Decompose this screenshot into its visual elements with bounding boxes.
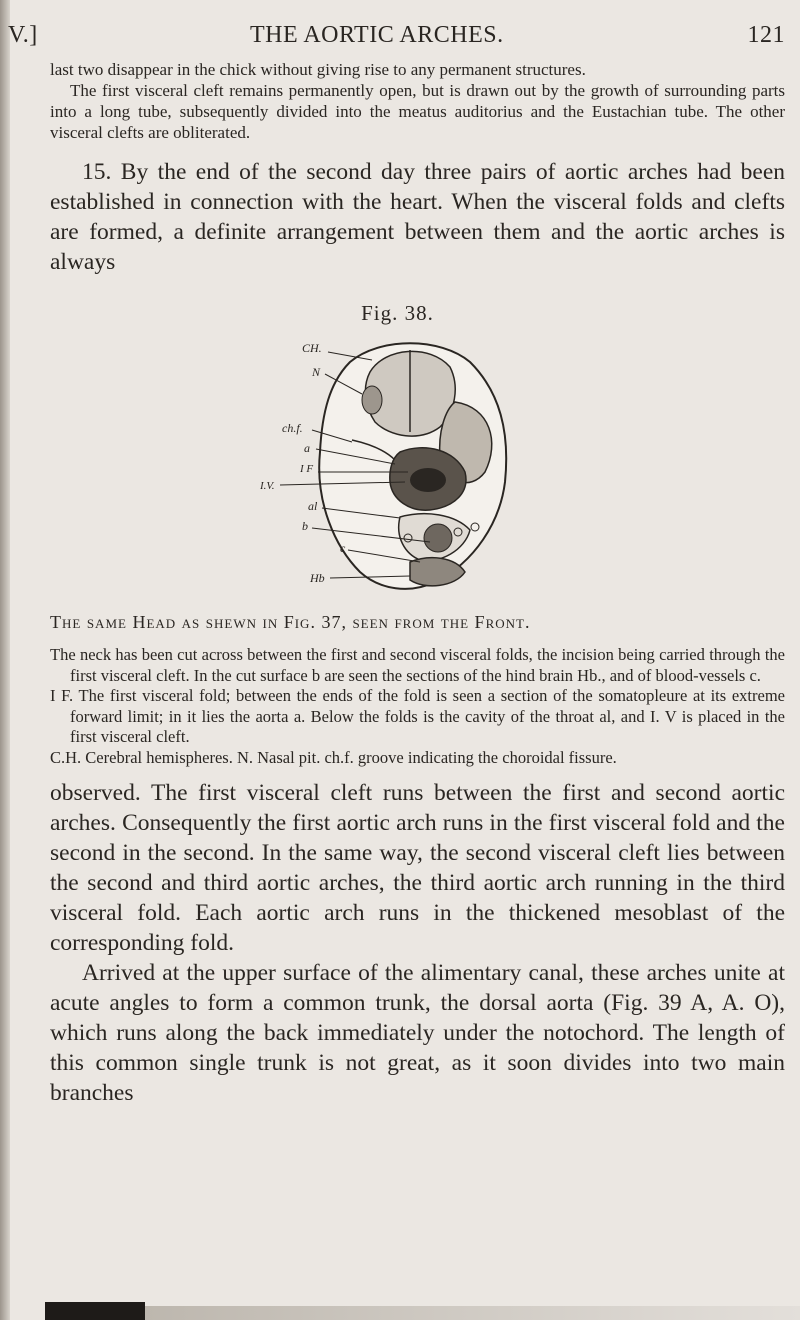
scan-edge-shadow <box>145 1306 800 1320</box>
caption-line: C.H. Cerebral hemispheres. N. Nasal pit. ch.f. groove indicating the choroidal fissure. <box>50 747 617 767</box>
label-ch: CH. <box>302 341 322 355</box>
paragraph-visceral-cleft: The first visceral cleft remains permanently open, but is drawn out by the growth of surrounding parts into a long tube, subsequently divided into the meatus auditorius and the Eustachian tube. The other visceral clefts are obliterated. <box>50 81 785 142</box>
paragraph-dorsal-aorta: Arrived at the upper surface of the alimentary canal, these arches unite at acute angles to form a common trunk, the dorsal aorta (Fig. 39 A, A. O), which runs along the back immediately under the notochord. The length of this common single trunk is not great, as it soon divides into two main branches <box>50 960 785 1106</box>
label-al: al <box>308 499 318 513</box>
page-spine-shadow <box>0 0 10 1320</box>
figure-caption-title: The same Head as shewn in Fig. 37, seen from the Front. <box>50 612 531 632</box>
label-a: a <box>304 441 310 455</box>
label-hb: Hb <box>310 571 325 585</box>
label-c: c <box>340 541 346 555</box>
label-chf: ch.f. <box>282 421 303 435</box>
paragraph-observed: observed. The first visceral cleft runs between the first and second aortic arches. Consequently the first aortic arch runs in the first visceral fold and the second in the second. In the same way, the second visceral cleft lies between the second and third aortic arches, the third aortic arch running in the third visceral fold. Each aortic arch runs in the thickened mesoblast of the corresponding fold. <box>50 780 785 956</box>
label-iv: I.V. <box>260 480 275 492</box>
paragraph-15: 15. By the end of the second day three pairs of aortic arches had been established in connection with the heart. When the visceral folds and clefts are formed, a definite arrangement between them and the aortic arches is always <box>50 159 785 275</box>
section-number: V.] <box>8 22 38 48</box>
page-title: THE AORTIC ARCHES. <box>250 22 504 48</box>
running-header <box>8 22 785 49</box>
caption-line: I F. The first visceral fold; between the ends of the fold is seen a section of the somatopleure at its extreme forward limit; in it lies the aorta a. Below the folds is the cavity of the throat al, and I. V is placed in the first visceral cleft. <box>50 686 785 746</box>
label-n: N <box>312 365 321 379</box>
label-b: b <box>302 519 308 533</box>
nasal-pit <box>362 386 382 414</box>
caption-line: The neck has been cut across between the first and second visceral folds, the incision being carried through the first visceral cleft. In the cut surface b are seen the sections of the hind brain Hb., and of blood-vessels c. <box>50 645 785 685</box>
figure-38-illustration <box>260 332 560 600</box>
book-page <box>8 22 785 1108</box>
label-if: I F <box>300 463 314 475</box>
page-number: 121 <box>747 22 785 48</box>
paragraph-continuation: last two disappear in the chick without giving rise to any permanent structures. <box>50 60 586 79</box>
head-diagram <box>260 332 560 600</box>
figure-label: Fig. 38. <box>361 301 434 325</box>
scan-edge-dark <box>45 1302 145 1320</box>
